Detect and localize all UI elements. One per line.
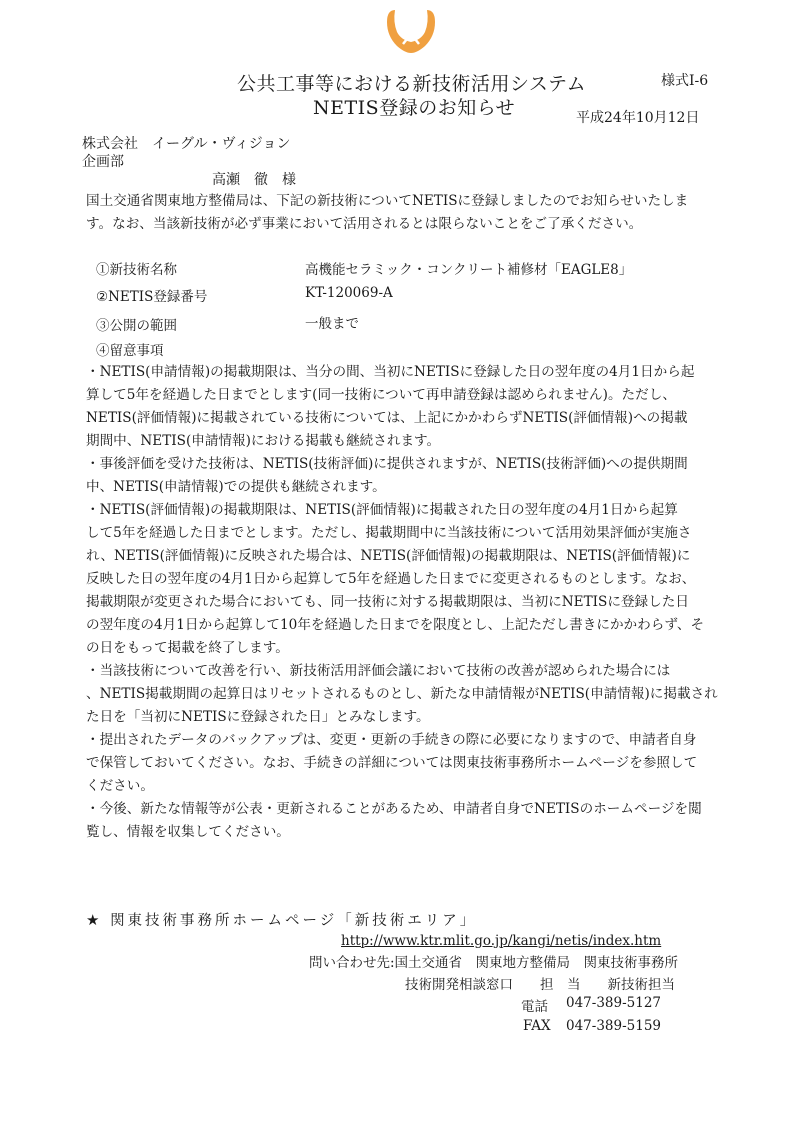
document-title: 公共工事等における新技術活用システム [237,73,587,95]
note-line: ・NETIS(評価情報)の掲載期限は、NETIS(評価情報)に掲載された日の翌年度の4月1日から起算 [86,502,678,518]
organization-logo-icon [381,6,441,58]
note-line: 算して5年を経過した日までとします(同一技術について再申請登録は認められません)。ただし、 [86,387,676,403]
item-label: ②NETIS登録番号 [96,289,208,305]
note-line: 中、NETIS(申請情報)での提供も継続されます。 [86,479,386,495]
phone-number: 047-389-5127 [566,995,662,1011]
website-link[interactable]: http://www.ktr.mlit.go.jp/kangi/netis/index.htm [341,933,662,949]
note-line: ・今後、新たな情報等が公表・更新されることがあるため、申請者自身でNETISのホームページを閲 [86,801,702,817]
intro-line: す。なお、当該新技術が必ず事業において活用されるとは限らないことをご了承ください。 [86,216,643,232]
note-line: の日をもって掲載を終了します。 [86,640,289,656]
fax-number: 047-389-5159 [566,1018,662,1034]
note-line: た日を「当初にNETISに登録された日」とみなします。 [86,709,430,725]
note-line: ・提出されたデータのバックアップは、変更・更新の手続きの際に必要になりますので、申請者自身 [86,732,697,748]
note-line: NETIS(評価情報)に掲載されている技術については、上記にかかわらずNETIS(評価情報)への掲載 [86,410,688,426]
item-value: 高機能セラミック・コンクリート補修材「EAGLE8」 [305,262,633,278]
notes-section [86,361,716,844]
form-number: 様式Ⅰ-6 [661,73,709,89]
contact-line: 問い合わせ先:国土交通省 関東地方整備局 関東技術事務所 [309,955,679,971]
document-date: 平成24年10月12日 [576,110,700,126]
note-line: で保管しておいてください。なお、手続きの詳細については関東技術事務所ホームページを参照して [86,755,698,771]
note-line: 覧し、情報を収集してください。 [86,824,290,840]
recipient-person: 高瀬 徹 様 [212,172,296,188]
fax-label: FAX [523,1018,551,1034]
note-line: ・NETIS(申請情報)の掲載期限は、当分の間、当初にNETISに登録した日の翌年度の4月1日から起 [86,364,695,380]
recipient-department: 企画部 [82,154,124,170]
website-label: 関東技術事務所ホームページ「新技術エリア」 [110,913,478,929]
item-label: ①新技術名称 [96,262,177,278]
note-line: の翌年度の4月1日から起算して10年を経過した日までを限度とし、上記ただし書きにかかわらず、そ [86,617,705,633]
contact-desk: 技術開発相談窓口 担 当 新技術担当 [405,977,675,993]
note-line: ・事後評価を受けた技術は、NETIS(技術評価)に提供されますが、NETIS(技術評価)への提供期間 [86,456,688,472]
note-line: 掲載期限が変更された場合においても、同一技術に対する掲載期限は、当初にNETISに登録した日 [86,594,689,610]
note-line: ください。 [86,778,154,794]
intro-line: 国土交通省関東地方整備局は、下記の新技術についてNETISに登録しましたのでお知らせいたしま [86,193,689,209]
note-line: 、NETIS掲載期間の起算日はリセットされるものとし、新たな申請情報がNETIS(申請情報)に掲載され [86,686,718,702]
website-line [86,909,477,930]
item-value: 一般まで [305,316,359,332]
note-line: 反映した日の翌年度の4月1日から起算して5年を経過した日までに変更されるものとします。なお、 [86,571,696,587]
note-line: 期間中、NETIS(申請情報)における掲載も継続されます。 [86,433,441,449]
recipient-company: 株式会社 イーグル・ヴィジョン [82,136,291,152]
phone-label: 電話 [521,999,548,1015]
star-icon: ★ [86,911,103,929]
item-label: ③公開の範囲 [96,318,177,334]
note-line: れ、NETIS(評価情報)に反映された場合は、NETIS(評価情報)の掲載期限は、NETIS(評価情報)に [86,548,691,564]
intro-paragraph [86,190,716,236]
note-line: して5年を経過した日までとします。ただし、掲載期間中に当該技術について活用効果評価が実施さ [86,525,692,541]
note-line: ・当該技術について改善を行い、新技術活用評価会議において技術の改善が認められた場合には [86,663,671,679]
document-subtitle: NETIS登録のお知らせ [313,97,516,119]
item-label: ④留意事項 [96,343,164,359]
item-value: KT-120069-A [305,285,393,301]
